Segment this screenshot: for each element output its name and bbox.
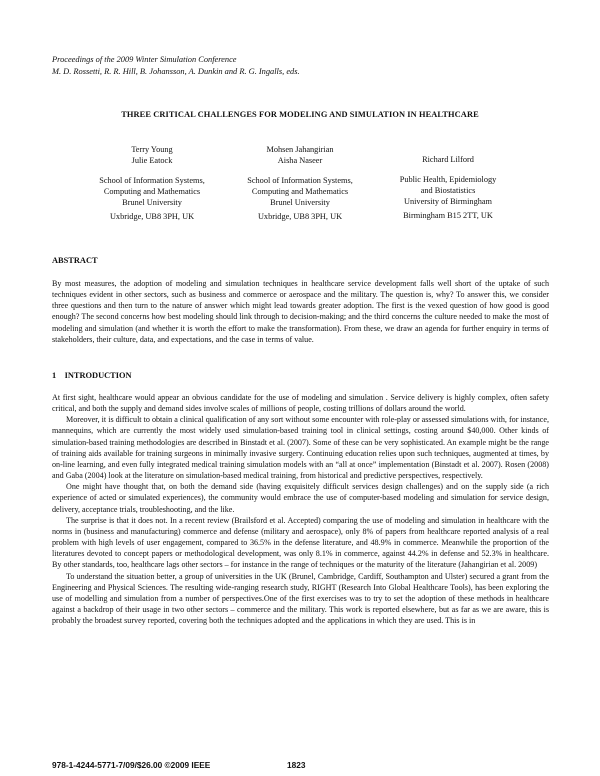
author-name: Richard Lilford — [422, 155, 474, 164]
introduction-heading: 1 INTRODUCTION — [52, 371, 132, 380]
proceedings-editors: M. D. Rossetti, R. R. Hill, B. Johansson, A. Dunkin and R. G. Ingalls, eds. — [52, 67, 300, 77]
proceedings-header — [52, 54, 300, 79]
introduction-body — [52, 392, 549, 626]
author-block-2 — [215, 144, 385, 223]
paragraph: The surprise is that it does not. In a recent review (Brailsford et al. Accepted) comparing the use of modeling and simulation in healthcare with the norms in (business and manufacturing) commerce and defense (military and aerospace), only 8% of papers from healthcare reported analysis of a real problem with high levels of user engagement, compared to 36.5% in the defense literature, and 48.9% in commerce. Meanwhile the proportion of the literatures devoted to concept papers or methodological development, was only 8.1% in commerce, against 44.2% in defense and 52.3% in healthcare. By other standards, too, healthcare lags other sectors – for instance in the range of techniques or the maturity of the literature (Jahangirian et al. 2009) — [52, 515, 549, 570]
author-affiliation: School of Information Systems, — [99, 176, 205, 186]
author-affiliation: University of Birmingham — [403, 197, 493, 207]
paragraph: To understand the situation better, a group of universities in the UK (Brunel, Cambridge, Cardiff, Southampton and Ulster) secured a grant from the Engineering and Physical Sciences. The resulting wide-ranging research study, RIGHT (Research Into Global Healthcare Tools), has been exploring the use of modelling and simulation from a number of perspectives.One of the first exercises was to try to set the adoption of these methods in healthcare against a backdrop of their usage in two other sectors – commerce and the military. This work is reported elsewhere, but as far as we are aware, this is probably the broadest survey reported, covering both the techniques adopted and the applications in which they are used. This is in — [52, 571, 549, 626]
author-affiliation: and Biostatistics — [420, 186, 476, 196]
page-number: 1823 — [287, 760, 306, 770]
paragraph: At first sight, healthcare would appear an obvious candidate for the use of modeling and simulation . Service delivery is highly complex, often safety critical, and both the supply and demand sides involve scales of millions of people, costing trillions of dollars around the world. — [52, 393, 549, 414]
author-affiliation: Computing and Mathematics — [103, 187, 201, 197]
paragraph: One might have thought that, on both the demand side (having exquisitely difficult services design challenges) and on the supply side (a rich experience of acted or simulated experiences), the community would embrace the use of computer-based modeling and simulation for service design, delivery, acceptance trials, troubleshooting, and the like. — [52, 482, 549, 514]
author-name: Terry Young — [131, 145, 173, 154]
abstract-text: By most measures, the adoption of modeling and simulation techniques in healthcare service development falls well short of the uptake of such techniques evident in other sectors, such as business and commerce or aerospace and the military. The question is, why? To answer this, we consider three questions and then turn to the nature of answer which might lead towards greater adoption. The first is the vexed question of how good is good enough? The second concerns how best modeling should link through to decision-making; and the third concerns the culture needed to make the most of modeling and simulation (and whether it is worth the effort to make the transformation). From these, we draw an agenda for further enquiry in terms of stakeholders, their culture, data, and expectations, and the case in terms of value. — [52, 279, 549, 344]
author-affiliation: Brunel University — [270, 198, 330, 208]
abstract-body — [52, 278, 549, 345]
author-location: Uxbridge, UB8 3PH, UK — [257, 212, 343, 222]
author-block-1 — [67, 144, 237, 223]
author-affiliation: Public Health, Epidemiology — [399, 175, 497, 185]
author-name: Aisha Naseer — [277, 156, 323, 166]
author-name: Julie Eatock — [131, 156, 173, 166]
abstract-heading: ABSTRACT — [52, 256, 98, 265]
author-name: Mohsen Jahangirian — [266, 145, 334, 154]
author-location: Uxbridge, UB8 3PH, UK — [109, 212, 195, 222]
author-affiliation: School of Information Systems, — [247, 176, 353, 186]
copyright-isbn: 978-1-4244-5771-7/09/$26.00 ©2009 IEEE — [52, 760, 211, 770]
proceedings-line-1: Proceedings of the 2009 Winter Simulation Conference — [52, 55, 237, 64]
paper-title: THREE CRITICAL CHALLENGES FOR MODELING AND SIMULATION IN HEALTHCARE — [121, 110, 479, 119]
author-affiliation: Computing and Mathematics — [251, 187, 349, 197]
author-location: Birmingham B15 2TT, UK — [403, 211, 493, 221]
author-block-3 — [363, 144, 533, 221]
author-affiliation: Brunel University — [122, 198, 182, 208]
paragraph: Moreover, it is difficult to obtain a clinical qualification of any sort without some encounter with role-play or assessed simulations with, for instance, mannequins, which are currently the most widely used simulation-based training tool in clinical settings, costing around $40,000. Other kinds of simulation-based training methodologies are described in Binstadt et al. (2007). Some of these can be very sophisticated. An example might be the range of training aids available for training surgeons in minimally invasive surgery. Continuing education relies upon such techniques, augmented at times, by on-line learning, and even fully integrated medical training simulation models with an “all at once” implementation (Binstadt et al. 2007). Rosen (2008) and Gaba (2004) look at the literature on simulation-based medical training, from historical and predictive perspectives, respectively. — [52, 415, 549, 481]
